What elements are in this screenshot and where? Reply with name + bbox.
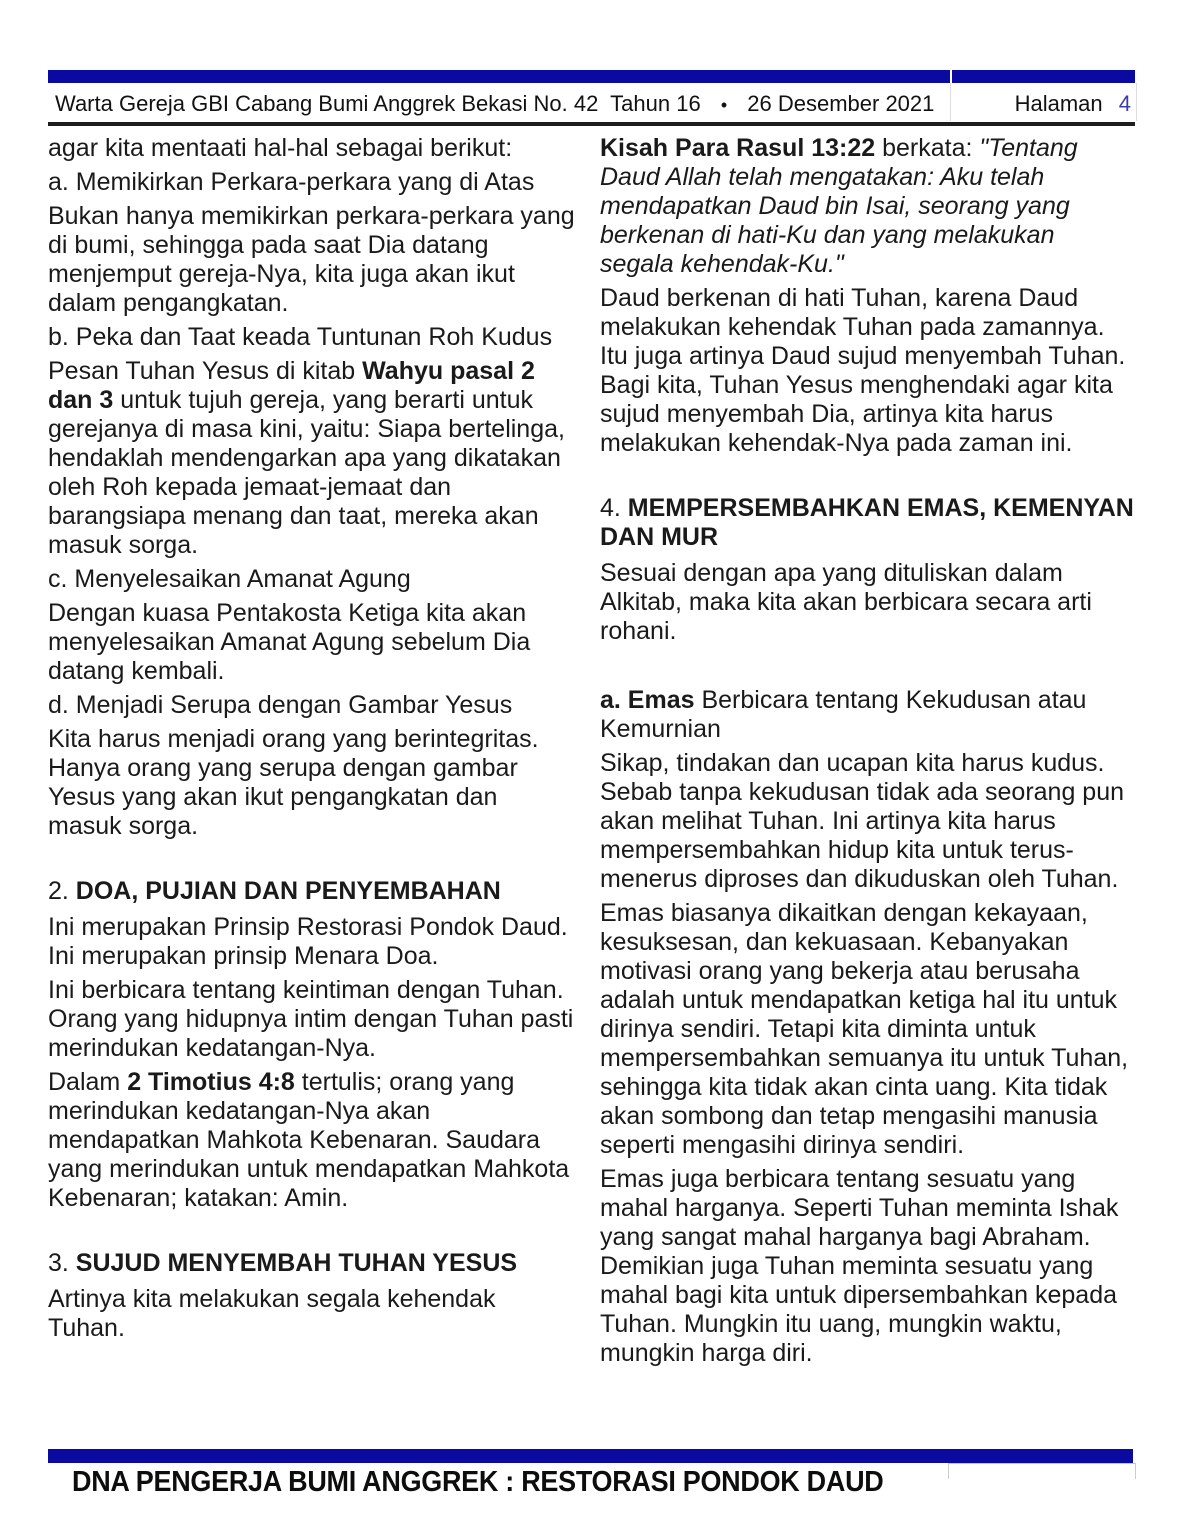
text-segment: 3.: [48, 1249, 76, 1277]
paragraph: [48, 565, 575, 594]
text-segment: Dalam: [48, 1068, 128, 1096]
text-segment: tertulis; orang yang merindukan kedatangan-Nya akan mendapatkan Mahkota Kebenaran. Saudara yang merindukan untuk mendapatkan Mahkota Kebenaran; katakan: Amin.: [48, 1068, 570, 1212]
paragraph: [600, 749, 1135, 894]
paragraph: [48, 1068, 575, 1213]
text-segment: Wahyu pasal 2 dan 3: [48, 357, 535, 414]
text-segment: Sikap, tindakan dan ucapan kita harus kudus. Sebab tanpa kekudusan tidak ada seorang pun akan melihat Tuhan. Ini artinya kita harus mempersembahkan hidup kita untuk terus-menerus diproses dan dikuduskan oleh Tuhan.: [600, 749, 1125, 893]
paragraph: [48, 976, 575, 1063]
section-heading: [48, 1249, 575, 1278]
text-segment: Emas biasanya dikaitkan dengan kekayaan, kesuksesan, dan kekuasaan. Kebanyakan motivasi orang yang bekerja atau berusaha adalah untuk mendapatkan ketiga hal itu untuk dirinya sendiri. Tetapi kita diminta untuk mempersembahkan semuanya itu untuk Tuhan, sehingga kita tidak akan cinta uang. Kita tidak akan sombong dan tetap mengasihi manusia seperti mengasihi dirinya sendiri.: [600, 899, 1129, 1159]
text-segment: Dengan kuasa Pentakosta Ketiga kita akan menyelesaikan Amanat Agung sebelum Dia datang kembali.: [48, 599, 531, 685]
paragraph: [48, 1285, 575, 1343]
paragraph: [48, 323, 575, 352]
text-segment: Berbicara tentang Kekudusan atau Kemurnian: [600, 686, 1087, 743]
paragraph: [600, 899, 1135, 1160]
text-segment: 2.: [48, 877, 76, 905]
paragraph: [600, 559, 1135, 646]
text-segment: SUJUD MENYEMBAH TUHAN YESUS: [75, 1249, 518, 1277]
text-segment: Ini merupakan Prinsip Restorasi Pondok Daud. Ini merupakan prinsip Menara Doa.: [48, 913, 568, 970]
table-gridline: [950, 83, 1137, 121]
section-heading: [600, 494, 1135, 552]
page-number-label: Halaman: [1014, 91, 1103, 116]
text-segment: 2 Timotius 4:8: [127, 1068, 295, 1096]
page-number-value: 4: [1118, 91, 1131, 116]
text-segment: agar kita mentaati hal-hal sebagai berikut:: [48, 134, 513, 162]
paragraph: [48, 599, 575, 686]
paragraph: [48, 134, 575, 163]
left-column: [48, 134, 575, 1446]
text-segment: Emas juga berbicara tentang sesuatu yang mahal harganya. Seperti Tuhan meminta Ishak yang sangat mahal harganya bagi Abraham. Demikian juga Tuhan meminta sesuatu yang mahal bagi kita untuk dipersembahkan kepada Tuhan. Mungkin itu uang, mungkin waktu, mungkin harga diri.: [600, 1165, 1119, 1367]
text-segment: d. Menjadi Serupa dengan Gambar Yesus: [48, 691, 513, 719]
footer-slogan: DNA PENGERJA BUMI ANGGREK : RESTORASI PONDOK DAUD: [72, 1466, 884, 1498]
text-segment: a. Emas: [600, 686, 695, 714]
paragraph: [600, 1165, 1135, 1368]
paragraph: [48, 168, 575, 197]
text-segment: untuk tujuh gereja, yang berarti untuk gerejanya di masa kini, yaitu: Siapa bertelinga, hendaklah mendengarkan apa yang dikatakan oleh Roh kepada jemaat-jemaat dan barangsiapa menang dan taat, mereka akan masuk sorga.: [48, 386, 565, 559]
paragraph: [48, 691, 575, 720]
text-segment: Bukan hanya memikirkan perkara-perkara yang di bumi, sehingga pada saat Dia datang menjemput gereja-Nya, kita juga akan ikut dalam pengangkatan.: [48, 202, 575, 317]
paragraph: [600, 284, 1135, 458]
paragraph: [48, 202, 575, 318]
text-segment: "Tentang Daud Allah telah mengatakan: Aku telah mendapatkan Daud bin Isai, seorang yang berkenan di hati-Ku dan yang melakukan segala kehendak-Ku.": [600, 134, 1078, 278]
paragraph: [48, 357, 575, 560]
footer-blue-bar: [48, 1449, 1133, 1463]
table-gridline: [948, 1463, 1136, 1479]
newsletter-title: Warta Gereja GBI Cabang Bumi Anggrek Bekasi No. 42 Tahun 16: [55, 91, 701, 116]
text-segment: 4.: [600, 494, 628, 522]
text-segment: Kisah Para Rasul 13:22: [600, 134, 876, 162]
text-segment: MEMPERSEMBAHKAN EMAS, KEMENYAN DAN MUR: [600, 494, 1134, 551]
text-segment: Daud berkenan di hati Tuhan, karena Daud melakukan kehendak Tuhan pada zamannya. Itu juga artinya Daud sujud menyembah Tuhan. Bagi kita, Tuhan Yesus menghendaki agar kita sujud menyembah Dia, artinya kita harus melakukan kehendak-Nya pada zaman ini.: [600, 284, 1126, 457]
text-segment: DOA, PUJIAN DAN PENYEMBAHAN: [75, 877, 501, 905]
text-segment: c. Menyelesaikan Amanat Agung: [48, 565, 411, 593]
text-segment: Pesan Tuhan Yesus di kitab: [48, 357, 363, 385]
text-segment: berkata:: [875, 134, 980, 162]
paragraph: [48, 725, 575, 841]
newsletter-masthead: [55, 91, 934, 117]
header-divider: [48, 122, 1135, 126]
top-blue-bar: [48, 70, 1135, 83]
section-heading: [48, 877, 575, 906]
bullet-separator: •: [720, 95, 728, 115]
text-segment: Artinya kita melakukan segala kehendak Tuhan.: [48, 1285, 496, 1342]
text-segment: a. Memikirkan Perkara-perkara yang di Atas: [48, 168, 535, 196]
paragraph: [600, 686, 1135, 744]
article-body: [48, 134, 1135, 1446]
paragraph: [600, 134, 1135, 279]
text-segment: b. Peka dan Taat keada Tuntunan Roh Kudus: [48, 323, 553, 351]
text-segment: Ini berbicara tentang keintiman dengan Tuhan. Orang yang hidupnya intim dengan Tuhan pasti merindukan kedatangan-Nya.: [48, 976, 574, 1062]
issue-date: 26 Desember 2021: [747, 91, 935, 116]
text-segment: Sesuai dengan apa yang dituliskan dalam Alkitab, maka kita akan berbicara secara arti rohani.: [600, 559, 1092, 645]
text-segment: Kita harus menjadi orang yang berintegritas. Hanya orang yang serupa dengan gambar Yesus yang akan ikut pengangkatan dan masuk sorga.: [48, 725, 539, 840]
paragraph: [48, 913, 575, 971]
table-gridline: [950, 70, 952, 83]
right-column: [600, 134, 1135, 1446]
